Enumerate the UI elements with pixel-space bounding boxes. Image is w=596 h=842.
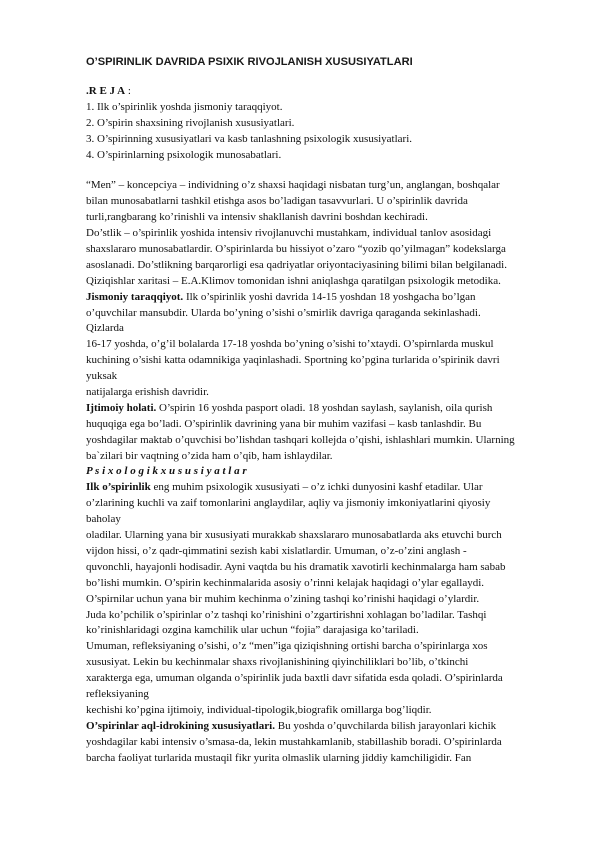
text-line: Umuman, refleksiyaning o’sishi, o’z “men”iga qiziqishning ortishi barcha o’spirinlarga xos — [86, 640, 488, 653]
text-line: kuchining o’sishi katta odamnikiga yaqinlashadi. Sportning ko’pgina turlarida o’spirinik davri — [86, 354, 500, 367]
plan-heading — [86, 84, 526, 100]
text-line: huquqiga ega bo’ladi. O’spirinlik davrining yana bir muhim vazifasi – kasb tanlashdir. Bu — [86, 417, 482, 430]
text-line: yoshdagilar kabi intensiv o’smasa-da, lekin mustahkamlanib, stabillashib boradi. O’spirinlarda — [86, 735, 502, 748]
text-line — [86, 480, 526, 496]
text-line: Qiziqishlar xaritasi – E.A.Klimov tomonidan ishni aniqlashga qaratilgan psixologik metodika. — [86, 274, 501, 287]
text-line: 16-17 yoshda, o’g’il bolalarda 17-18 yoshda bo’yning o’sishi to’xtaydi. O’spirnlarda muskul — [86, 338, 494, 351]
section-heading: Jismoniy taraqqiyot. — [86, 290, 184, 303]
text-line: Juda ko’pchilik o’spirinlar o’z tashqi ko’rinishini o’zgartirishni xohlagan bo’ladilar. Tashqi — [86, 608, 487, 621]
text-line: ko’rinishlaridagi ozgina kamchilik ular uchun “fojia” darajasiga ko’tariladi. — [86, 624, 419, 637]
text-line: Qizlarda — [86, 322, 124, 335]
text-line: “Men” – koncepciya – individning o’z shaxsi haqidagi nisbatan turg’un, anglangan, boshqalar — [86, 179, 500, 192]
text-line: natijalarga erishish davridir. — [86, 386, 209, 399]
document-body — [86, 84, 526, 766]
text-line: barcha faoliyat turlarida mustaqil fikr yurita olmaslik ularning jiddiy kamchiligidir. Fan — [86, 751, 472, 764]
text-line: vijdon hissi, o’z qadr-qimmatini sezish kabi xislatlardir. Umuman, o’z-o’zini anglash - — [86, 544, 467, 557]
text-line: Do’stlik – o’spirinlik yoshida intensiv rivojlanuvchi mustahkam, individual tanlov asosidagi — [86, 227, 492, 240]
plan-item: 2. O’spirin shaxsining rivojlanish xususiyatlari. — [86, 116, 295, 129]
text-run: eng muhim psixologik xususiyati – o’z ichki dunyosini kashf etadilar. Ular — [150, 481, 483, 494]
section-heading: O’spirinlar aql-idrokining xususiyatlari. — [86, 719, 275, 732]
text-line: quvonchli, hayajonli hodisadir. Ayni vaqtda bu his dramatik xavotirli kechinmalarga ham sabab — [86, 560, 506, 573]
text-line: yoshdagilar maktab o’quvchisi bo’lishdan tashqari kollejda o’qishi, ishlashlari mumkin. Ularning — [86, 433, 515, 446]
document-title: O’SPIRINLIK DAVRIDA PSIXIK RIVOJLANISH XUSUSIYATLARI — [86, 56, 413, 68]
plan-item: 1. Ilk o’spirinlik yoshda jismoniy taraqqiyot. — [86, 100, 283, 113]
text-line: asoslanadi. Do’stlikning barqarorligi esa qadriyatlar oriyontaciyasining bilimi bilan belgilanadi. — [86, 258, 507, 271]
section-heading: Ilk o’spirinlik — [86, 481, 151, 494]
text-line: xarakterga ega, umuman olganda o’spirinlik juda baxtli davr sifatida esda qoladi. O’spirinlarda — [86, 672, 503, 685]
text-line: ba`zilari bir vaqtning o’zida ham o’qib, ham ishlaydilar. — [86, 449, 333, 462]
plan-heading-suffix: : — [125, 85, 131, 97]
text-line: O’spirnilar uchun yana bir muhim kechinma o’zining tashqi ko’rinishi haqidagi o’ylardir. — [86, 592, 480, 605]
section-heading: P s i x o l o g i k x u s u s i y a t l a r — [86, 465, 247, 478]
plan-item: 4. O’spirinlarning psixologik munosabatlari. — [86, 148, 282, 161]
text-line: bo’lishi mumkin. O’spirin kechinmalarida asosiy o’rinni kelajak haqidagi o’ylar egallaydi. — [86, 576, 485, 589]
text-line: kechishi ko’pgina ijtimoiy, individual-tipologik,biografik omillarga bog’liqdir. — [86, 703, 432, 716]
text-line — [86, 401, 526, 417]
text-line: shaxslararo munosabatlardir. O’spirinlarda bu hissiyot o’zaro “yozib qo’yilmagan” kodekslarga — [86, 243, 506, 256]
text-line: o’quvchilar mansubdir. Ularda bo’yning o’sishi o’smirlik davriga qaraganda sekinlashadi. — [86, 306, 481, 319]
text-run: Ilk o’spirinlik yoshi davrida 14-15 yoshdan 18 yoshgacha bo’lgan — [183, 290, 476, 303]
plan-item: 3. O’spirinning xususiyatlari va kasb tanlashning psixologik xususiyatlari. — [86, 132, 412, 145]
text-run: O’spirin 16 yoshda pasport oladi. 18 yoshdan saylash, saylanish, oila qurish — [156, 401, 493, 414]
text-line — [86, 719, 526, 735]
section-heading: Ijtimoiy holati. — [86, 401, 157, 414]
text-line: baholay — [86, 513, 121, 526]
text-line: bilan munosabatlarni tashkil etishga asos bo’ladigan tasavvurlari. U o’spirinlik davrida — [86, 195, 468, 208]
paragraph-gap — [86, 163, 526, 178]
text-line: refleksiyaning — [86, 687, 149, 700]
text-line: xususiyat. Lekin bu kechinmalar shaxs rivojlanishining qiyinchiliklari bo’lib, o’tkinchi — [86, 656, 469, 669]
text-line — [86, 290, 526, 306]
text-line: turli,rangbarang ko’rinishli va intensiv shakllanish davrini boshdan kechiradi. — [86, 211, 428, 224]
text-line: o’zlarining kuchli va zaif tomonlarini anglaydilar, aqliy va jismoniy imkoniyatlarini qiyosiy — [86, 497, 491, 510]
plan-heading-label: .R E J A — [86, 85, 126, 97]
text-run: Bu yoshda o’quvchilarda bilish jarayonlari kichik — [274, 719, 497, 732]
text-line: oladilar. Ularning yana bir xususiyati murakkab shaxslararo munosabatlarda aks etuvchi burch — [86, 529, 502, 542]
text-line: yuksak — [86, 370, 118, 383]
